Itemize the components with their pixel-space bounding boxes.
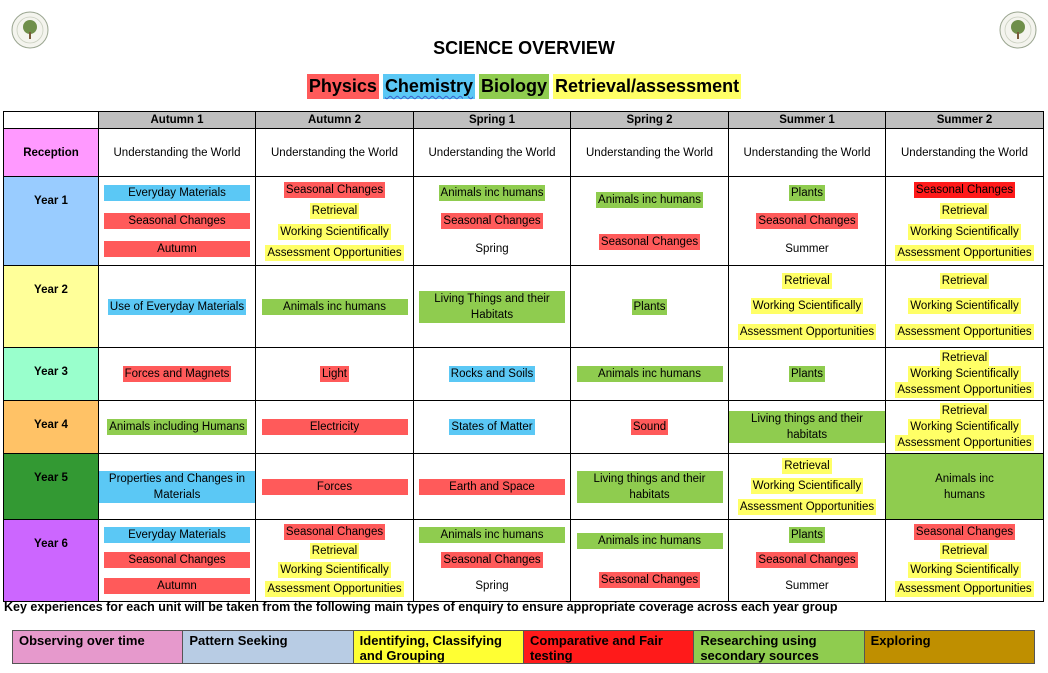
unit-label: Seasonal Changes [285, 525, 384, 538]
unit-cell [729, 401, 886, 454]
unit-cell [256, 401, 414, 454]
table-row [4, 520, 1044, 602]
year-group-label: Year 5 [4, 454, 99, 520]
enquiry-type-5: Researching using secondary sources [694, 631, 864, 663]
unit-cell [571, 401, 729, 454]
unit-label: Plants [633, 300, 666, 313]
unit-label: Properties and Changes in Materials [99, 471, 255, 503]
unit-label: Forces and Magnets [124, 368, 230, 380]
unit-cell [414, 454, 571, 520]
term-header: Autumn 1 [99, 112, 256, 129]
unit-label: Seasonal Changes [443, 554, 541, 567]
unit-cell [414, 266, 571, 348]
unit-label: Living Things and their Habitats [419, 291, 565, 323]
year-group-label: Reception [4, 129, 99, 177]
unit-label: Animals including Humans [109, 421, 245, 433]
unit-label: Seasonal Changes [285, 183, 384, 196]
unit-label: Plants [791, 368, 823, 380]
unit-cell [571, 348, 729, 401]
table-row [4, 129, 1044, 177]
unit-label: Animals inc humans [935, 472, 994, 501]
unit-label: Rocks and Soils [450, 368, 534, 380]
unit-label: Understanding the World [113, 146, 241, 159]
unit-label: Seasonal Changes [600, 236, 699, 248]
unit-cell [256, 520, 414, 602]
term-header: Autumn 2 [256, 112, 414, 129]
unit-label: Everyday Materials [104, 185, 250, 201]
unit-label: Seasonal Changes [104, 213, 250, 229]
term-header: Spring 2 [571, 112, 729, 129]
table-row [4, 348, 1044, 401]
unit-label: Electricity [262, 419, 408, 435]
unit-label: Understanding the World [743, 146, 871, 159]
unit-label: Working Scientifically [910, 225, 1019, 238]
unit-label: Living things and their habitats [577, 471, 723, 503]
year-group-label: Year 2 [4, 266, 99, 348]
unit-label: Seasonal Changes [758, 554, 856, 567]
enquiry-type-2: Pattern Seeking [183, 631, 353, 663]
unit-label: Forces [262, 479, 408, 495]
enquiry-type-4: Comparative and Fair testing [524, 631, 694, 663]
unit-label: Assessment Opportunities [897, 384, 1032, 396]
unit-label: Assessment Opportunities [897, 437, 1032, 449]
unit-label: Sound [632, 421, 667, 433]
unit-label: Understanding the World [428, 146, 556, 159]
unit-label: Seasonal Changes [443, 215, 541, 227]
enquiry-type-3: Identifying, Classifying and Grouping [354, 631, 524, 663]
unit-cell [729, 177, 886, 266]
unit-label: Light [322, 368, 347, 380]
unit-cell [99, 454, 256, 520]
unit-cell [256, 177, 414, 266]
unit-cell [886, 520, 1044, 602]
enquiry-type-6: Exploring [865, 631, 1034, 663]
unit-label: Retrieval [941, 274, 988, 287]
term-header-row [4, 112, 1044, 129]
year-group-label: Year 3 [4, 348, 99, 401]
unit-cell [256, 348, 414, 401]
unit-label: Retrieval [941, 204, 988, 217]
table-row [4, 177, 1044, 266]
unit-label: Use of Everyday Materials [109, 300, 245, 313]
unit-cell [729, 266, 886, 348]
unit-label: Everyday Materials [104, 527, 250, 543]
unit-label: Working Scientifically [910, 421, 1019, 433]
unit-label: Retrieval [941, 405, 988, 417]
unit-label: Working Scientifically [280, 225, 389, 238]
unit-label: Assessment Opportunities [739, 326, 875, 339]
unit-label: Assessment Opportunities [267, 583, 402, 596]
unit-cell [99, 177, 256, 266]
subject-key-retrieval-assessment: Retrieval/assessment [553, 74, 741, 99]
unit-label: Seasonal Changes [758, 215, 856, 227]
unit-label: Working Scientifically [910, 300, 1019, 313]
unit-cell [256, 266, 414, 348]
year-group-label: Year 6 [4, 520, 99, 602]
unit-cell [414, 348, 571, 401]
unit-cell [414, 177, 571, 266]
term-header: Summer 2 [886, 112, 1044, 129]
unit-label: Plants [791, 187, 823, 199]
unit-label: Retrieval [311, 204, 358, 217]
unit-cell [729, 520, 886, 602]
unit-cell [886, 177, 1044, 266]
unit-cell [571, 129, 729, 177]
unit-label: Seasonal Changes [600, 573, 699, 586]
enquiry-note: Key experiences for each unit will be taken from the following main types of enquiry to ensure appropriate coverage across each year group [4, 600, 838, 614]
unit-cell [99, 520, 256, 602]
page-title: SCIENCE OVERVIEW [433, 38, 615, 58]
unit-label: Understanding the World [586, 146, 713, 159]
subject-key-physics: Physics [307, 74, 379, 99]
unit-label: Assessment Opportunities [897, 326, 1032, 339]
unit-cell [99, 348, 256, 401]
unit-label: Plants [791, 528, 823, 541]
unit-cell [571, 520, 729, 602]
unit-label: Animals inc humans [440, 187, 544, 199]
unit-label: Autumn [104, 241, 250, 257]
unit-cell [886, 348, 1044, 401]
year-group-label: Year 4 [4, 401, 99, 454]
unit-cell [99, 129, 256, 177]
unit-label: Working Scientifically [752, 480, 862, 493]
enquiry-type-1: Observing over time [13, 631, 183, 663]
unit-label: Working Scientifically [910, 564, 1019, 577]
unit-label: Retrieval [311, 544, 358, 557]
unit-cell [729, 348, 886, 401]
subject-key-chemistry: Chemistry [383, 74, 475, 99]
unit-label: Working Scientifically [752, 300, 862, 313]
unit-label: Seasonal Changes [915, 183, 1014, 196]
unit-cell [256, 454, 414, 520]
unit-label: Working Scientifically [280, 564, 389, 577]
unit-label: Assessment Opportunities [267, 246, 402, 259]
unit-label: Understanding the World [271, 146, 398, 159]
unit-cell [729, 129, 886, 177]
table-row [4, 454, 1044, 520]
term-header: Spring 1 [414, 112, 571, 129]
unit-label: Animals inc humans [262, 299, 408, 315]
unit-label: Spring [475, 580, 509, 593]
unit-label: Working Scientifically [910, 368, 1019, 380]
unit-label: Retrieval [784, 274, 830, 287]
unit-label: Animals inc humans [598, 194, 701, 206]
unit-label: Summer [785, 580, 829, 593]
unit-cell [99, 401, 256, 454]
science-overview-table [3, 111, 1044, 602]
unit-cell [729, 454, 886, 520]
unit-label: Living things and their habitats [729, 411, 885, 443]
unit-cell [571, 266, 729, 348]
unit-cell [886, 129, 1044, 177]
unit-cell [414, 129, 571, 177]
unit-cell [99, 266, 256, 348]
year-group-label: Year 1 [4, 177, 99, 266]
year-group-rows [4, 129, 1044, 602]
unit-cell [886, 401, 1044, 454]
unit-label: Summer [785, 243, 829, 255]
unit-label: Earth and Space [419, 479, 565, 495]
unit-label: Assessment Opportunities [897, 583, 1032, 596]
unit-label: Assessment Opportunities [739, 500, 875, 513]
unit-label: Seasonal Changes [915, 525, 1014, 538]
unit-label: Animals inc humans [419, 527, 565, 543]
unit-label: Seasonal Changes [104, 552, 250, 568]
unit-label: Animals inc humans [577, 366, 723, 382]
unit-cell [571, 177, 729, 266]
unit-cell [414, 401, 571, 454]
unit-cell [571, 454, 729, 520]
unit-label: Retrieval [784, 460, 830, 473]
table-row [4, 266, 1044, 348]
unit-label: Retrieval [941, 544, 988, 557]
term-header: Summer 1 [729, 112, 886, 129]
unit-label: Autumn [104, 578, 250, 594]
unit-label: Assessment Opportunities [897, 246, 1032, 259]
unit-cell [886, 454, 1044, 520]
enquiry-types-key [12, 630, 1035, 664]
unit-label: Animals inc humans [577, 533, 723, 549]
unit-label: Retrieval [941, 352, 988, 364]
unit-label: Spring [475, 243, 509, 255]
table-corner [4, 112, 99, 129]
subject-colour-key [0, 74, 1048, 99]
unit-label: States of Matter [451, 421, 533, 433]
unit-cell [886, 266, 1044, 348]
subject-key-biology: Biology [479, 74, 549, 99]
unit-cell [414, 520, 571, 602]
table-row [4, 401, 1044, 454]
unit-label: Understanding the World [901, 146, 1028, 159]
unit-cell [256, 129, 414, 177]
